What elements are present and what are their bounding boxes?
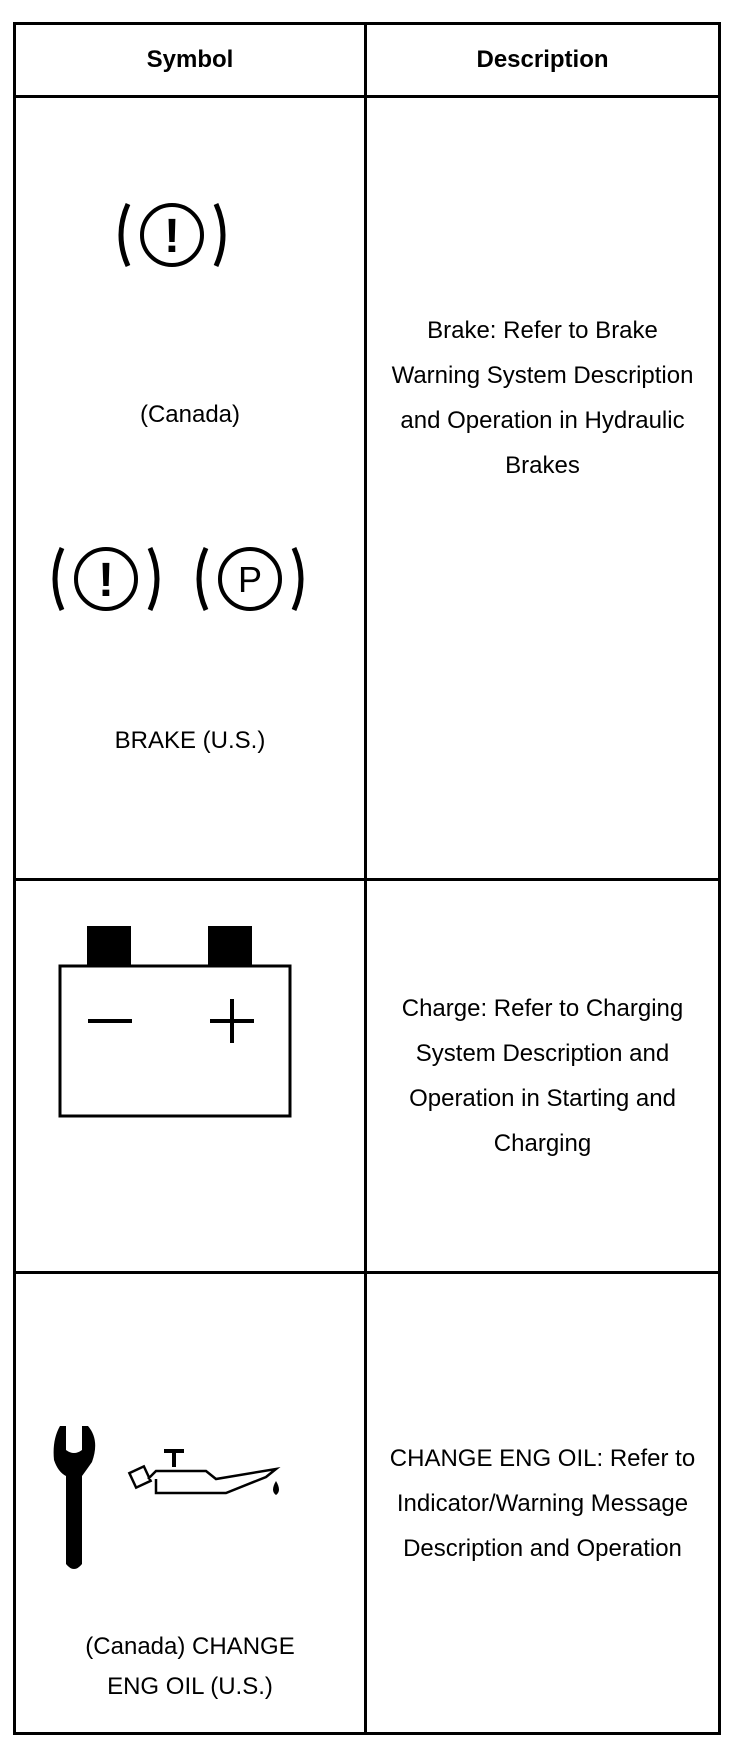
brake-warning-icon [112,200,232,270]
description-change-eng-oil: CHANGE ENG OIL: Refer to Indicator/Warning Message Description and Operation [389,1444,696,1562]
header-description: Description [476,46,609,73]
table-row-charge [16,881,718,1271]
parking-brake-icon [190,544,310,614]
svg-text:P: P [237,559,263,600]
description-brake: Brake: Refer to Brake Warning System Description and Operation in Hydraulic Brakes [391,317,694,479]
svg-text:!: ! [98,554,114,607]
caption-canada: (Canada) [139,401,241,428]
table-row-change-eng-oil [16,1274,718,1732]
caption-change-eng-oil: (Canada) CHANGE ENG OIL (U.S.) [85,1633,295,1700]
battery-charge-icon [58,926,318,1146]
wrench-icon [52,1424,112,1574]
header-symbol: Symbol [146,46,234,73]
description-charge: Charge: Refer to Charging System Description and Operation in Starting and Charging [401,995,684,1157]
table-row-brake [16,98,718,878]
oil-can-icon [126,1447,306,1527]
svg-text:!: ! [164,210,180,263]
caption-brake-us: BRAKE (U.S.) [114,727,266,754]
brake-warning-icon [46,544,166,614]
warning-symbol-table [13,22,721,1735]
